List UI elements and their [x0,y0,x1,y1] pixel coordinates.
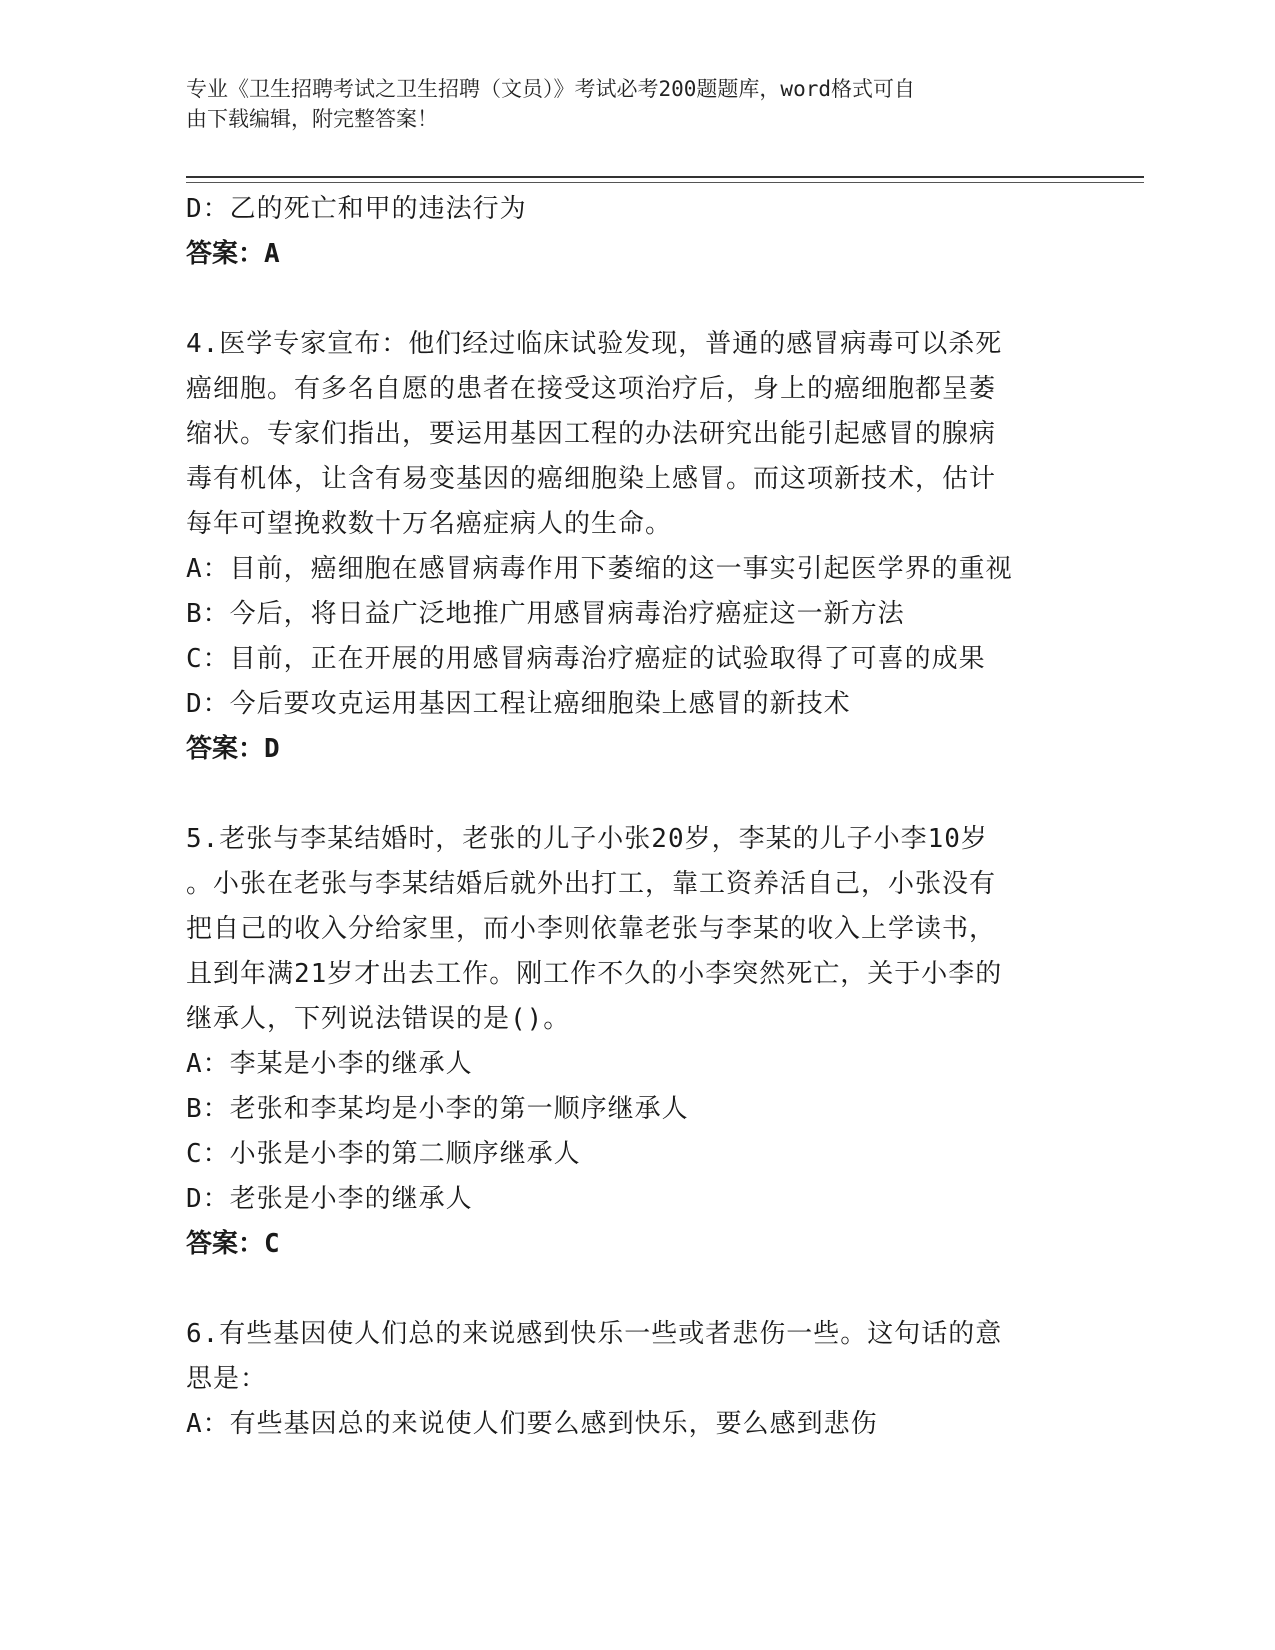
spacer [186,277,1076,322]
document-header [186,74,1066,134]
answer-line: 答案：A [186,239,280,269]
question-stem-line: 。小张在老张与李某结婚后就外出打工，靠工资养活自己，小张没有 [186,869,997,899]
question-stem-line: 5.老张与李某结婚时，老张的儿子小张20岁，李某的儿子小李10岁 [186,824,988,854]
question-stem-line: 缩状。专家们指出，要运用基因工程的办法研究出能引起感冒的腺病 [186,419,997,449]
question-stem-line: 4.医学专家宣布：他们经过临床试验发现，普通的感冒病毒可以杀死 [186,329,1003,359]
answer-line: 答案：C [186,1229,280,1259]
option-d: D：今后要攻克运用基因工程让癌细胞染上感冒的新技术 [186,689,851,719]
answer-line: 答案：D [186,734,280,764]
header-divider-thick [186,176,1144,178]
question-stem-line: 思是： [186,1364,268,1394]
question-stem-line: 6.有些基因使人们总的来说感到快乐一些或者悲伤一些。这句话的意 [186,1319,1003,1349]
document-body [186,187,1076,1447]
option-c: C：目前，正在开展的用感冒病毒治疗癌症的试验取得了可喜的成果 [186,644,986,674]
spacer [186,772,1076,817]
question-stem-line: 且到年满21岁才出去工作。刚工作不久的小李突然死亡，关于小李的 [186,959,1003,989]
option-a: A：李某是小李的继承人 [186,1049,473,1079]
spacer [186,1267,1076,1312]
question-stem-line: 继承人，下列说法错误的是()。 [186,1004,571,1034]
question-4 [186,322,1076,772]
option-a: A：目前，癌细胞在感冒病毒作用下萎缩的这一事实引起医学界的重视 [186,554,1013,584]
option-a: A：有些基因总的来说使人们要么感到快乐，要么感到悲伤 [186,1409,878,1439]
question-stem-line: 把自己的收入分给家里，而小李则依靠老张与李某的收入上学读书， [186,914,997,944]
option-b: B：今后，将日益广泛地推广用感冒病毒治疗癌症这一新方法 [186,599,905,629]
question-6 [186,1312,1076,1447]
question-5 [186,817,1076,1267]
option-d: D：乙的死亡和甲的违法行为 [186,194,527,224]
question-stem-line: 癌细胞。有多名自愿的患者在接受这项治疗后，身上的癌细胞都呈萎 [186,374,997,404]
option-b: B：老张和李某均是小李的第一顺序继承人 [186,1094,689,1124]
question-stem-line: 每年可望挽救数十万名癌症病人的生命。 [186,509,673,539]
option-d: D：老张是小李的继承人 [186,1184,473,1214]
option-c: C：小张是小李的第二顺序继承人 [186,1139,581,1169]
previous-question-tail [186,187,1076,277]
header-line-2: 由下载编辑，附完整答案！ [186,107,438,131]
question-stem-line: 毒有机体，让含有易变基因的癌细胞染上感冒。而这项新技术，估计 [186,464,997,494]
header-divider-thin [186,182,1144,183]
header-line-1: 专业《卫生招聘考试之卫生招聘（文员）》考试必考200题题库，word格式可自 [186,77,915,101]
